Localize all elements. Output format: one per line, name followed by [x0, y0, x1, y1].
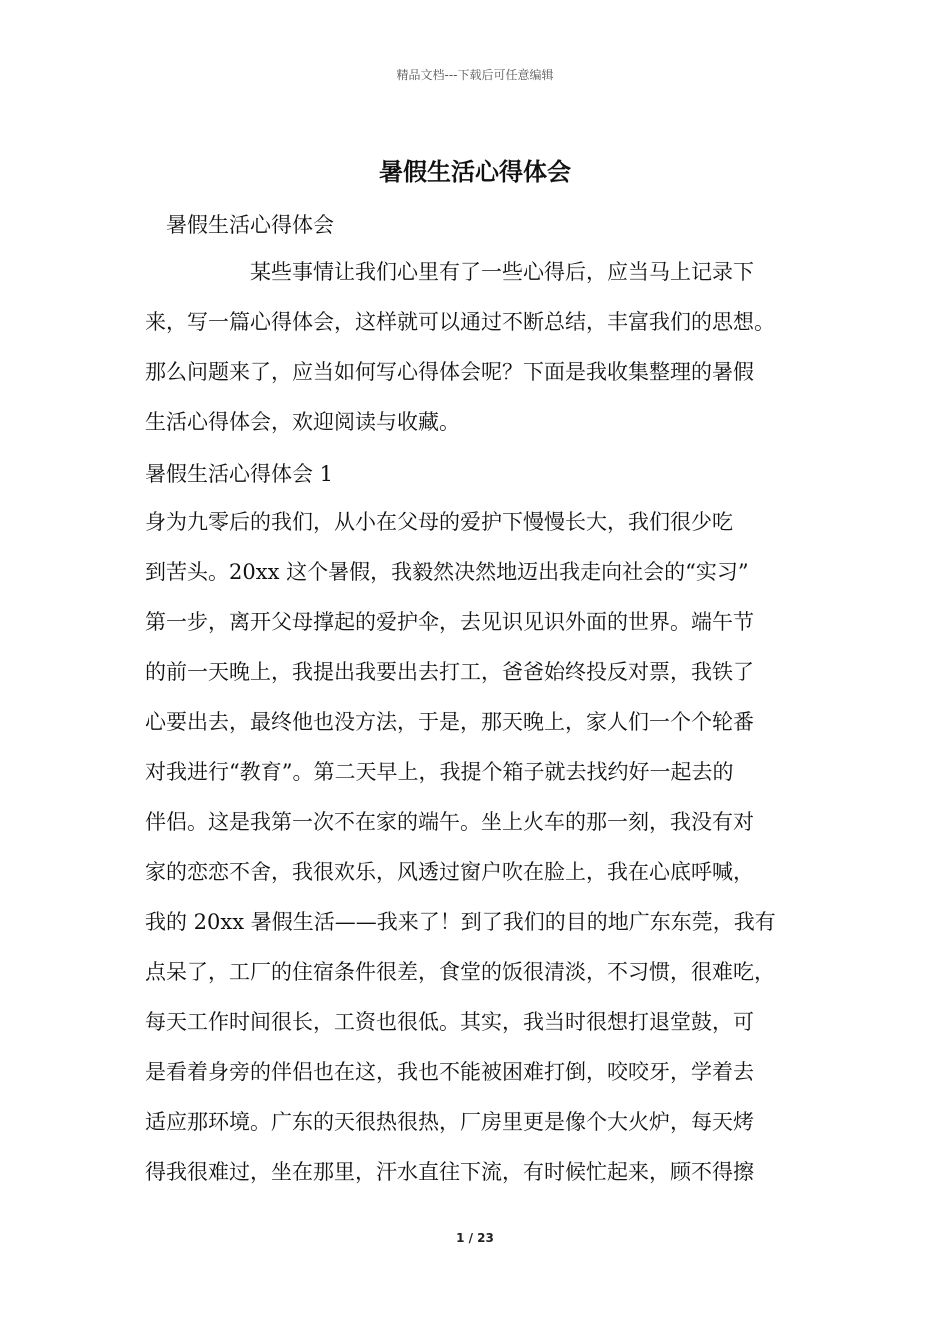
story-line: 我的 20xx 暑假生活——我来了！到了我们的目的地广东东莞，我有 — [145, 910, 776, 934]
intro-line: 生活心得体会，欢迎阅读与收藏。 — [145, 410, 460, 434]
document-title: 暑假生活心得体会 — [379, 158, 571, 186]
story-line: 是看着身旁的伴侣也在这，我也不能被困难打倒，咬咬牙，学着去 — [145, 1060, 754, 1084]
story-line: 家的恋恋不舍，我很欢乐，风透过窗户吹在脸上，我在心底呼喊， — [145, 860, 754, 884]
story-line: 的前一天晚上，我提出我要出去打工，爸爸始终投反对票，我铁了 — [145, 660, 754, 684]
section-heading: 暑假生活心得体会 1 — [145, 462, 334, 486]
story-line: 到苦头。20xx 这个暑假，我毅然决然地迈出我走向社会的“实习” — [145, 560, 749, 584]
story-line: 第一步，离开父母撑起的爱护伞，去见识见识外面的世界。端午节 — [145, 610, 754, 634]
intro-line: 某些事情让我们心里有了一些心得后，应当马上记录下 — [145, 260, 754, 284]
document-subtitle: 暑假生活心得体会 — [166, 213, 334, 237]
intro-paragraph — [145, 247, 815, 447]
story-line: 对我进行“教育”。第二天早上，我提个箱子就去找约好一起去的 — [145, 760, 734, 784]
story-paragraph — [145, 497, 815, 1197]
story-line: 伴侣。这是我第一次不在家的端午。坐上火车的那一刻，我没有对 — [145, 810, 754, 834]
story-line: 得我很难过，坐在那里，汗水直往下流，有时候忙起来，顾不得擦 — [145, 1160, 754, 1184]
story-line: 每天工作时间很长，工资也很低。其实，我当时很想打退堂鼓，可 — [145, 1010, 754, 1034]
intro-line: 来，写一篇心得体会，这样就可以通过不断总结，丰富我们的思想。 — [145, 310, 775, 334]
story-line: 心要出去，最终他也没方法，于是，那天晚上，家人们一个个轮番 — [145, 710, 754, 734]
intro-line: 那么问题来了，应当如何写心得体会呢？下面是我收集整理的暑假 — [145, 360, 754, 384]
story-line: 点呆了，工厂的住宿条件很差，食堂的饭很清淡，不习惯，很难吃， — [145, 960, 775, 984]
header-note: 精品文档---下载后可任意编辑 — [396, 68, 554, 82]
page-number: 1 / 23 — [456, 1231, 494, 1245]
story-line: 适应那环境。广东的天很热很热，厂房里更是像个大火炉，每天烤 — [145, 1110, 754, 1134]
story-line: 身为九零后的我们，从小在父母的爱护下慢慢长大，我们很少吃 — [145, 510, 733, 534]
